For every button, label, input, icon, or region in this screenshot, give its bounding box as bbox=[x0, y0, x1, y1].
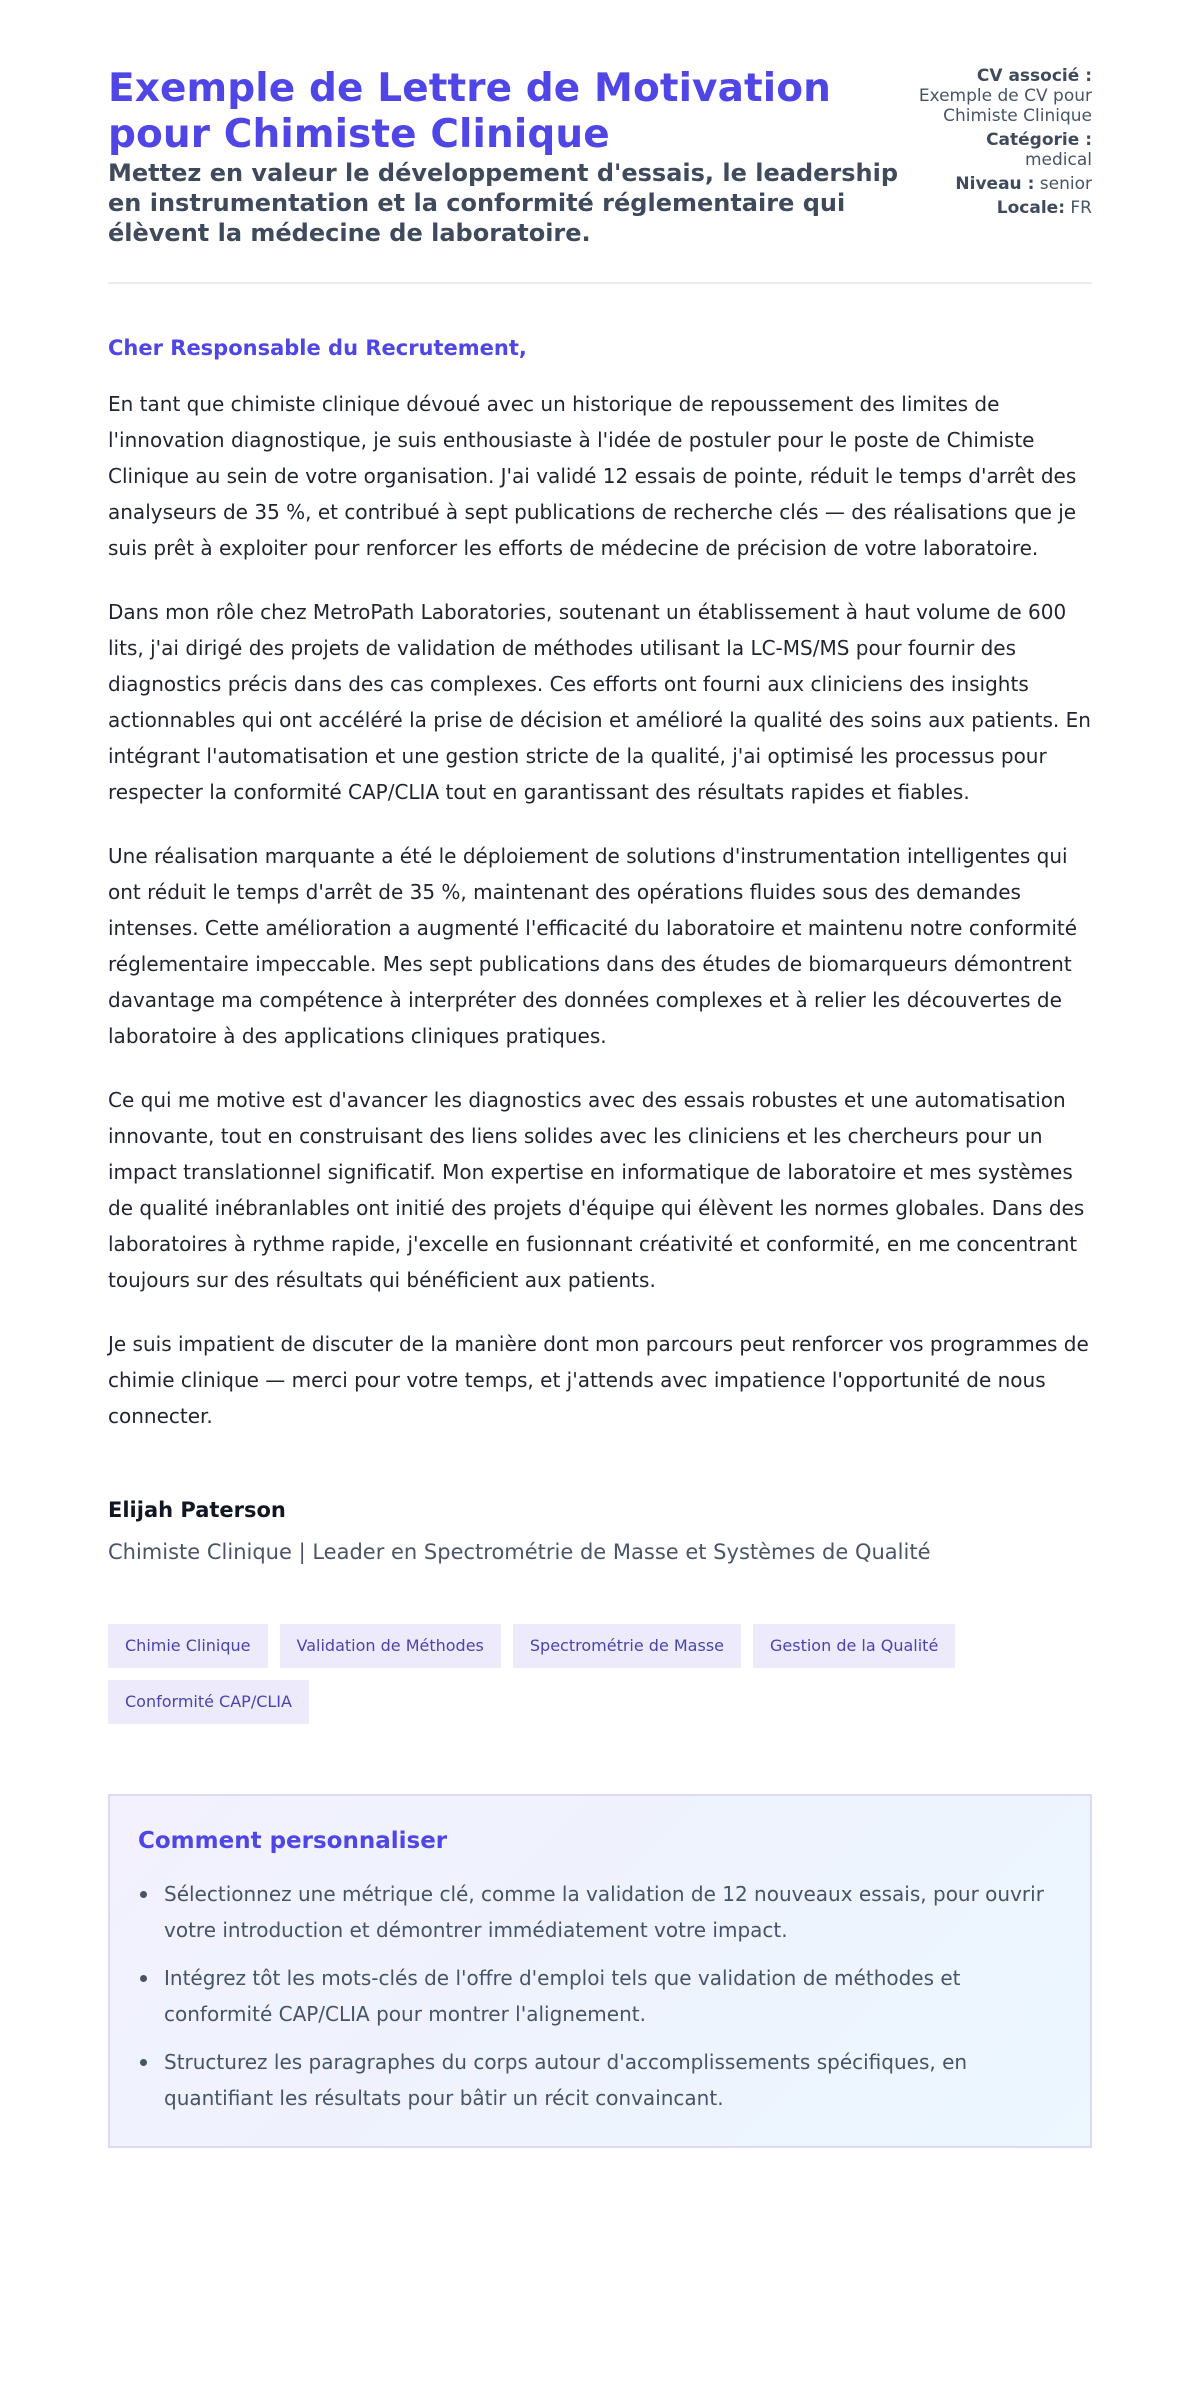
skill-tag: Conformité CAP/CLIA bbox=[108, 1680, 309, 1724]
tip-item bbox=[138, 1876, 1062, 1948]
tip-item bbox=[138, 2044, 1062, 2116]
skill-tag: Chimie Clinique bbox=[108, 1624, 268, 1668]
signature-title: Chimiste Clinique | Leader en Spectrométrie de Masse et Systèmes de Qualité bbox=[108, 1540, 931, 1564]
skill-tag: Gestion de la Qualité bbox=[753, 1624, 955, 1668]
page-title: Exemple de Lettre de Motivation pour Chimiste Clinique bbox=[108, 66, 831, 157]
signature-block bbox=[108, 1496, 1092, 1566]
meta-related-cv bbox=[907, 66, 1092, 126]
letter-paragraph: Ce qui me motive est d'avancer les diagnostics avec des essais robustes et une automatisation innovante, tout en construisant des liens solides avec les cliniciens et les chercheurs pour un impact translationnel significatif. Mon expertise en informatique de laboratoire et mes systèmes de qualité inébranlables ont initié des projets d'équipe qui élèvent les normes globales. Dans des laboratoires à rythme rapide, j'excelle en fusionnant créativité et conformité, en me concentrant toujours sur des résultats qui bénéficient aux patients. bbox=[108, 1088, 1085, 1292]
letter-paragraph: Je suis impatient de discuter de la manière dont mon parcours peut renforcer vos programmes de chimie clinique — merci pour votre temps, et j'attends avec impatience l'opportunité de nous connecter. bbox=[108, 1332, 1089, 1428]
page-subtitle: Mettez en valeur le développement d'essais, le leadership en instrumentation et la conformité réglementaire qui élèvent la médecine de laboratoire. bbox=[108, 159, 899, 247]
tip-item bbox=[138, 1960, 1062, 2032]
meta-level-label: Niveau : bbox=[955, 174, 1035, 194]
customization-tips-box bbox=[108, 1794, 1092, 2148]
page-header bbox=[108, 66, 1092, 284]
letter-paragraph: Une réalisation marquante a été le déploiement de solutions d'instrumentation intelligentes qui ont réduit le temps d'arrêt de 35 %, maintenant des opérations fluides sous des demandes intenses. Cette amélioration a augmenté l'efficacité du laboratoire et maintenu notre conformité réglementaire impeccable. Mes sept publications dans des études de biomarqueurs démontrent davantage ma compétence à interpréter des données complexes et à relier les découvertes de laboratoire à des applications cliniques pratiques. bbox=[108, 844, 1078, 1048]
meta-level bbox=[907, 174, 1092, 194]
meta-locale bbox=[907, 198, 1092, 218]
letter-body bbox=[108, 386, 1092, 1434]
skill-tag: Spectrométrie de Masse bbox=[513, 1624, 741, 1668]
meta-related-cv-value: Exemple de CV pour Chimiste Clinique bbox=[918, 86, 1092, 126]
bullet-icon bbox=[140, 1891, 147, 1898]
letter-greeting: Cher Responsable du Recrutement, bbox=[108, 336, 527, 360]
bullet-icon bbox=[140, 1975, 147, 1982]
tip-text: Structurez les paragraphes du corps autour d'accomplissements spécifiques, en quantifiant les résultats pour bâtir un récit convaincant. bbox=[164, 2050, 968, 2110]
bullet-icon bbox=[140, 2059, 147, 2066]
meta-category-label: Catégorie : bbox=[986, 130, 1092, 150]
title-block bbox=[108, 66, 907, 248]
letter-paragraph: En tant que chimiste clinique dévoué avec un historique de repoussement des limites de l'innovation diagnostique, je suis enthousiaste à l'idée de postuler pour le poste de Chimiste Clinique au sein de votre organisation. J'ai validé 12 essais de pointe, réduit le temps d'arrêt des analyseurs de 35 %, et contribué à sept publications de recherche clés — des réalisations que je suis prêt à exploiter pour renforcer les efforts de médecine de précision de votre laboratoire. bbox=[108, 392, 1077, 560]
tips-list bbox=[138, 1876, 1062, 2116]
tips-title: Comment personnaliser bbox=[138, 1828, 448, 1854]
meta-category-value: medical bbox=[1024, 150, 1092, 170]
letter-paragraph: Dans mon rôle chez MetroPath Laboratories, soutenant un établissement à haut volume de 600 lits, j'ai dirigé des projets de validation de méthodes utilisant la LC-MS/MS pour fournir des diagnostics précis dans des cas complexes. Ces efforts ont fourni aux cliniciens des insights actionnables qui ont accéléré la prise de décision et amélioré la qualité des soins aux patients. En intégrant l'automatisation et une gestion stricte de la qualité, j'ai optimisé les processus pour respecter la conformité CAP/CLIA tout en garantissant des résultats rapides et fiables. bbox=[108, 600, 1091, 804]
meta-level-value: senior bbox=[1039, 174, 1092, 194]
tip-text: Intégrez tôt les mots-clés de l'offre d'emploi tels que validation de méthodes et conformité CAP/CLIA pour montrer l'alignement. bbox=[164, 1966, 961, 2026]
meta-locale-label: Locale: bbox=[996, 198, 1065, 218]
meta-category bbox=[907, 130, 1092, 170]
metadata-panel bbox=[907, 66, 1092, 222]
meta-locale-value: FR bbox=[1070, 198, 1092, 218]
meta-related-cv-label: CV associé : bbox=[976, 66, 1092, 86]
tip-text: Sélectionnez une métrique clé, comme la validation de 12 nouveaux essais, pour ouvrir votre introduction et démontrer immédiatement votre impact. bbox=[164, 1882, 1044, 1942]
skill-tags bbox=[108, 1624, 1092, 1724]
skill-tag: Validation de Méthodes bbox=[280, 1624, 501, 1668]
signature-name: Elijah Paterson bbox=[108, 1498, 286, 1522]
